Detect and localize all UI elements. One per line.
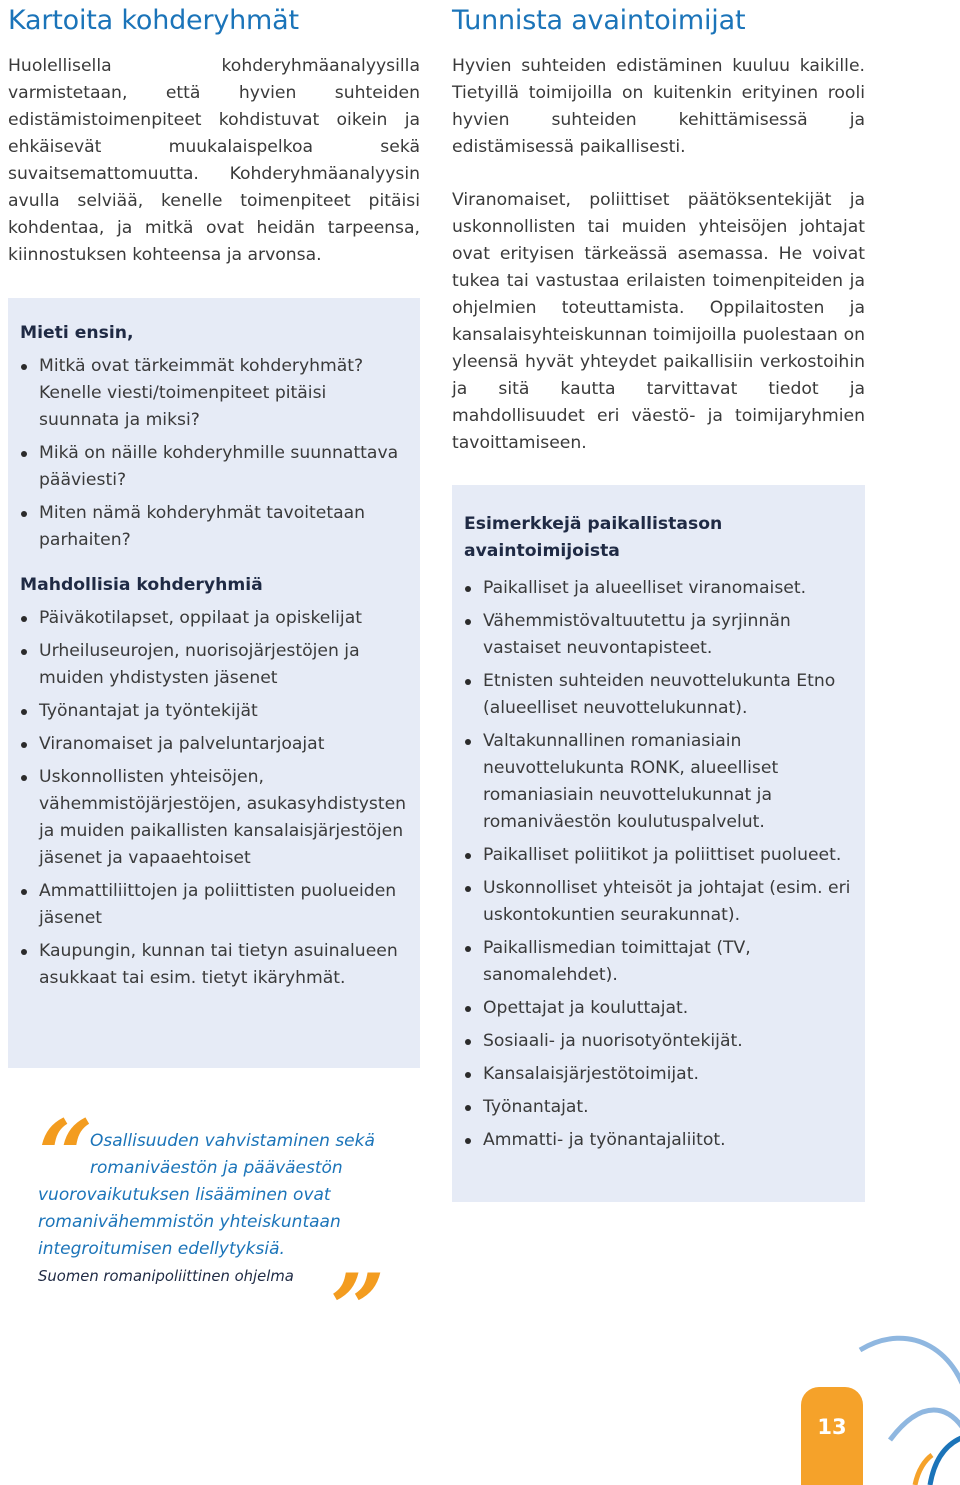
box-heading-possible-groups: Mahdollisia kohderyhmiä bbox=[20, 575, 263, 595]
box-heading-think-first: Mieti ensin, bbox=[20, 323, 134, 343]
list-item: Työnantajat. bbox=[464, 1094, 853, 1121]
list-item: Urheiluseurojen, nuorisojärjestöjen ja muiden yhdistysten jäsenet bbox=[20, 638, 408, 692]
list-item: Sosiaali- ja nuorisotyöntekijät. bbox=[464, 1028, 853, 1055]
list-item: Paikalliset poliitikot ja poliittiset puolueet. bbox=[464, 842, 853, 869]
list-item: Etnisten suhteiden neuvottelukunta Etno (alueelliset neuvottelukunnat). bbox=[464, 668, 853, 722]
pull-quote bbox=[38, 1128, 398, 1263]
list-item: Kaupungin, kunnan tai tietyn asuinalueen asukkaat tai esim. tietyt ikäryhmät. bbox=[20, 938, 408, 992]
list-item: Paikallismedian toimittajat (TV, sanomalehdet). bbox=[464, 935, 853, 989]
group-list bbox=[20, 605, 408, 992]
list-item: Päiväkotilapset, oppilaat ja opiskelijat bbox=[20, 605, 408, 632]
close-quote-icon: ” bbox=[330, 1253, 386, 1366]
list-item: Mikä on näille kohderyhmille suunnattava pääviesti? bbox=[20, 440, 408, 494]
quote-source: Suomen romanipoliittinen ohjelma bbox=[38, 1268, 294, 1285]
list-item: Uskonnollisten yhteisöjen, vähemmistöjärjestöjen, asukasyhdistysten ja muiden paikallisten kansalaisjärjestöjen jäsenet ja vapaaehtoiset bbox=[20, 764, 408, 872]
open-quote-icon: “ bbox=[38, 1099, 94, 1212]
list-item: Paikalliset ja alueelliset viranomaiset. bbox=[464, 575, 853, 602]
list-item: Valtakunnallinen romaniasiain neuvottelukunta RONK, alueelliset romaniasiain neuvottelukunnat ja romaniväestön koulutuspalvelut. bbox=[464, 728, 853, 836]
page-number: 13 bbox=[817, 1415, 847, 1439]
question-list bbox=[20, 353, 408, 554]
left-column bbox=[8, 0, 420, 269]
target-groups-box bbox=[8, 298, 420, 1068]
section-title-target-groups: Kartoita kohderyhmät bbox=[8, 5, 299, 36]
list-item: Miten nämä kohderyhmät tavoitetaan parhaiten? bbox=[20, 500, 408, 554]
list-item: Ammattiliittojen ja poliittisten puolueiden jäsenet bbox=[20, 878, 408, 932]
quote-line-1: Osallisuuden vahvistaminen sekä bbox=[90, 1131, 375, 1151]
list-item: Työnantajat ja työntekijät bbox=[20, 698, 408, 725]
section-title-key-actors: Tunnista avaintoimijat bbox=[452, 5, 746, 36]
list-item: Uskonnolliset yhteisöt ja johtajat (esim. eri uskontokuntien seurakunnat). bbox=[464, 875, 853, 929]
list-item: Mitkä ovat tärkeimmät kohderyhmät? Kenelle viesti/toimenpiteet pitäisi suunnata ja miksi? bbox=[20, 353, 408, 434]
right-column bbox=[452, 0, 865, 457]
key-actors-box bbox=[452, 485, 865, 1202]
quote-line-2: romaniväestön ja pääväestön bbox=[90, 1158, 343, 1178]
list-item: Vähemmistövaltuutettu ja syrjinnän vastaiset neuvontapisteet. bbox=[464, 608, 853, 662]
box-heading-examples: Esimerkkejä paikallistason avaintoimijoista bbox=[464, 514, 723, 561]
page-number-tab bbox=[801, 1387, 863, 1485]
right-paragraph-2: Viranomaiset, poliittiset päätöksentekijät ja uskonnollisten tai muiden yhteisöjen johtajat ovat erityisen tärkeässä asemassa. He voivat tukea tai vastustaa erilaisten toimenpiteiden ja ohjelmien toteuttamista. Oppilaitosten ja kansalaisyhteiskunnan toimijoilla puolestaan on yleensä hyvät yhteydet paikallisiin verkostoihin ja sitä kautta tarvittavat tiedot ja mahdollisuudet eri väestö- ja toimijaryhmien tavoittamiseen. bbox=[452, 190, 865, 453]
list-item: Opettajat ja kouluttajat. bbox=[464, 995, 853, 1022]
list-item: Ammatti- ja työnantajaliitot. bbox=[464, 1127, 853, 1154]
list-item: Kansalaisjärjestötoimijat. bbox=[464, 1061, 853, 1088]
intro-paragraph: Huolellisella kohderyhmäanalyysilla varmistetaan, että hyvien suhteiden edistämistoimenpiteet kohdistuvat oikein ja ehkäisevät muukalaispelkoa sekä suvaitsemattomuutta. Kohderyhmäanalyysin avulla selviää, kenelle toimenpiteet pitäisi kohdentaa, ja mitkä ovat heidän tarpeensa, kiinnostuksen kohteensa ja arvonsa. bbox=[8, 56, 420, 265]
actor-list bbox=[464, 575, 853, 1154]
right-paragraph-1: Hyvien suhteiden edistäminen kuuluu kaikille. Tietyillä toimijoilla on kuitenkin erityinen rooli hyvien suhteiden kehittämisessä ja edistämisessä paikallisesti. bbox=[452, 56, 865, 157]
quote-rest: vuorovaikutuksen lisääminen ovat romanivähemmistön yhteiskuntaan integroitumisen edellytyksiä. bbox=[38, 1185, 341, 1259]
list-item: Viranomaiset ja palveluntarjoajat bbox=[20, 731, 408, 758]
